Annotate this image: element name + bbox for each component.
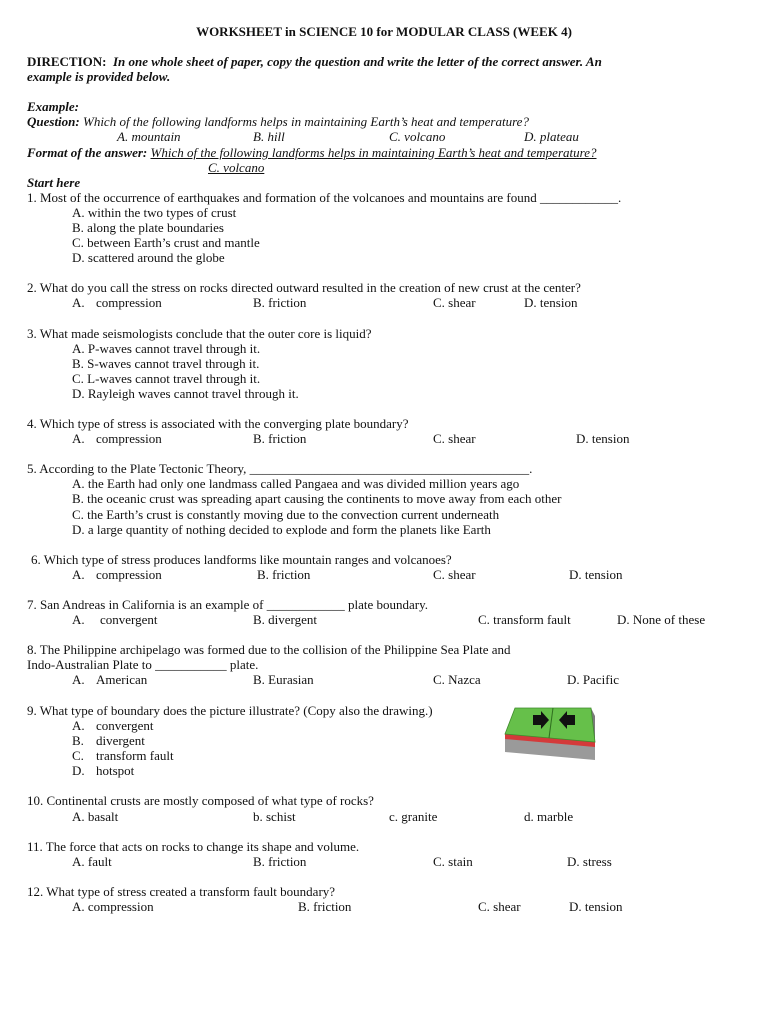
question-7: 7. San Andreas in California is an example of ____________ plate boundary. bbox=[27, 597, 428, 612]
q9-option-c: transform fault bbox=[96, 748, 174, 763]
q12-option-d: D. tension bbox=[569, 899, 623, 914]
q1-option-a: A. within the two types of crust bbox=[72, 205, 237, 220]
question-6: 6. Which type of stress produces landforms like mountain ranges and volcanoes? bbox=[31, 552, 452, 567]
q9-option-a-letter: A. bbox=[72, 718, 85, 733]
q2-option-a-letter: A. bbox=[72, 295, 85, 310]
direction-text: In one whole sheet of paper, copy the question and write the letter of the correct answer. An bbox=[112, 54, 602, 69]
q9-option-c-letter: C. bbox=[72, 748, 84, 763]
q6-option-c: C. shear bbox=[433, 567, 476, 582]
q7-option-c: C. transform fault bbox=[478, 612, 571, 627]
q11-option-d: D. stress bbox=[567, 854, 612, 869]
q7-option-a-letter: A. bbox=[72, 612, 85, 627]
q9-option-b-letter: B. bbox=[72, 733, 84, 748]
q1-option-b: B. along the plate boundaries bbox=[72, 220, 224, 235]
q1-option-c: C. between Earth’s crust and mantle bbox=[72, 235, 260, 250]
example-option-a: A. mountain bbox=[117, 129, 181, 144]
q4-option-c: C. shear bbox=[433, 431, 476, 446]
question-3: 3. What made seismologists conclude that the outer core is liquid? bbox=[27, 326, 372, 341]
q10-option-d: d. marble bbox=[524, 809, 574, 824]
q5-option-d: D. a large quantity of nothing decided to explode and form the planets like Earth bbox=[72, 522, 491, 537]
q11-option-a: A. fault bbox=[72, 854, 112, 869]
format-answer: C. volcano bbox=[208, 160, 265, 175]
q7-option-b: B. divergent bbox=[253, 612, 318, 627]
q6-option-d: D. tension bbox=[569, 567, 623, 582]
q4-option-a-letter: A. bbox=[72, 431, 85, 446]
q3-option-d: D. Rayleigh waves cannot travel through it. bbox=[72, 386, 299, 401]
format-answer-line bbox=[27, 145, 596, 160]
format-question: Which of the following landforms helps in maintaining Earth’s heat and temperature? bbox=[150, 145, 597, 160]
start-here-label: Start here bbox=[27, 175, 81, 190]
question-8: 8. The Philippine archipelago was formed due to the collision of the Philippine Sea Plate and bbox=[27, 642, 511, 657]
q7-option-a: convergent bbox=[100, 612, 158, 627]
example-option-c: C. volcano bbox=[389, 129, 446, 144]
question-10: 10. Continental crusts are mostly composed of what type of rocks? bbox=[27, 793, 374, 808]
q9-option-d-letter: D. bbox=[72, 763, 85, 778]
example-label: Example: bbox=[27, 99, 79, 114]
q3-option-c: C. L-waves cannot travel through it. bbox=[72, 371, 261, 386]
q5-option-a: A. the Earth had only one landmass called Pangaea and was divided million years ago bbox=[72, 476, 520, 491]
question-label: Question: bbox=[27, 114, 80, 129]
question-2: 2. What do you call the stress on rocks directed outward resulted in the creation of new crust at the center? bbox=[27, 280, 581, 295]
q6-option-b: B. friction bbox=[257, 567, 311, 582]
direction-line-1 bbox=[27, 54, 602, 69]
q12-option-b: B. friction bbox=[298, 899, 352, 914]
q8-option-d: D. Pacific bbox=[567, 672, 619, 687]
q11-option-b: B. friction bbox=[253, 854, 307, 869]
example-option-b: B. hill bbox=[253, 129, 285, 144]
q6-option-a-letter: A. bbox=[72, 567, 85, 582]
q3-option-a: A. P-waves cannot travel through it. bbox=[72, 341, 261, 356]
direction-label: DIRECTION: bbox=[27, 54, 107, 69]
q2-option-c: C. shear bbox=[433, 295, 476, 310]
example-question bbox=[27, 114, 529, 129]
q4-option-a: compression bbox=[96, 431, 162, 446]
q1-option-d: D. scattered around the globe bbox=[72, 250, 225, 265]
q7-option-d: D. None of these bbox=[617, 612, 706, 627]
q10-option-b: b. schist bbox=[253, 809, 296, 824]
format-label: Format of the answer: bbox=[27, 145, 148, 160]
plate-boundary-illustration bbox=[503, 704, 597, 764]
q8-option-c: C. Nazca bbox=[433, 672, 481, 687]
q11-option-c: C. stain bbox=[433, 854, 473, 869]
q8-option-a-letter: A. bbox=[72, 672, 85, 687]
q10-option-c: c. granite bbox=[389, 809, 438, 824]
example-option-d: D. plateau bbox=[524, 129, 579, 144]
q2-option-a: compression bbox=[96, 295, 162, 310]
question-9: 9. What type of boundary does the picture illustrate? (Copy also the drawing.) bbox=[27, 703, 433, 718]
q12-option-a: A. compression bbox=[72, 899, 154, 914]
q5-option-b: B. the oceanic crust was spreading apart causing the continents to move away from each other bbox=[72, 491, 562, 506]
q12-option-c: C. shear bbox=[478, 899, 521, 914]
q3-option-b: B. S-waves cannot travel through it. bbox=[72, 356, 260, 371]
q9-option-a: convergent bbox=[96, 718, 154, 733]
q8-option-a: American bbox=[96, 672, 148, 687]
q5-option-c: C. the Earth’s crust is constantly moving due to the convection current underneath bbox=[72, 507, 500, 522]
q4-option-d: D. tension bbox=[576, 431, 630, 446]
q4-option-b: B. friction bbox=[253, 431, 307, 446]
q8-option-b: B. Eurasian bbox=[253, 672, 314, 687]
question-4: 4. Which type of stress is associated with the converging plate boundary? bbox=[27, 416, 409, 431]
q6-option-a: compression bbox=[96, 567, 162, 582]
q10-option-a: A. basalt bbox=[72, 809, 119, 824]
page-title: WORKSHEET in SCIENCE 10 for MODULAR CLASS (WEEK 4) bbox=[196, 24, 572, 39]
question-1: 1. Most of the occurrence of earthquakes and formation of the volcanoes and mountains are found ____________. bbox=[27, 190, 622, 205]
q2-option-b: B. friction bbox=[253, 295, 307, 310]
question-12: 12. What type of stress created a transform fault boundary? bbox=[27, 884, 336, 899]
question-5: 5. According to the Plate Tectonic Theory, ___________________________________________. bbox=[27, 461, 533, 476]
direction-line-2: example is provided below. bbox=[27, 69, 171, 84]
q9-option-b: divergent bbox=[96, 733, 145, 748]
question-11: 11. The force that acts on rocks to change its shape and volume. bbox=[27, 839, 360, 854]
q9-option-d: hotspot bbox=[96, 763, 135, 778]
question-8-line-2: Indo-Australian Plate to ___________ plate. bbox=[27, 657, 259, 672]
example-question-text: Which of the following landforms helps in maintaining Earth’s heat and temperature? bbox=[82, 114, 529, 129]
q2-option-d: D. tension bbox=[524, 295, 578, 310]
